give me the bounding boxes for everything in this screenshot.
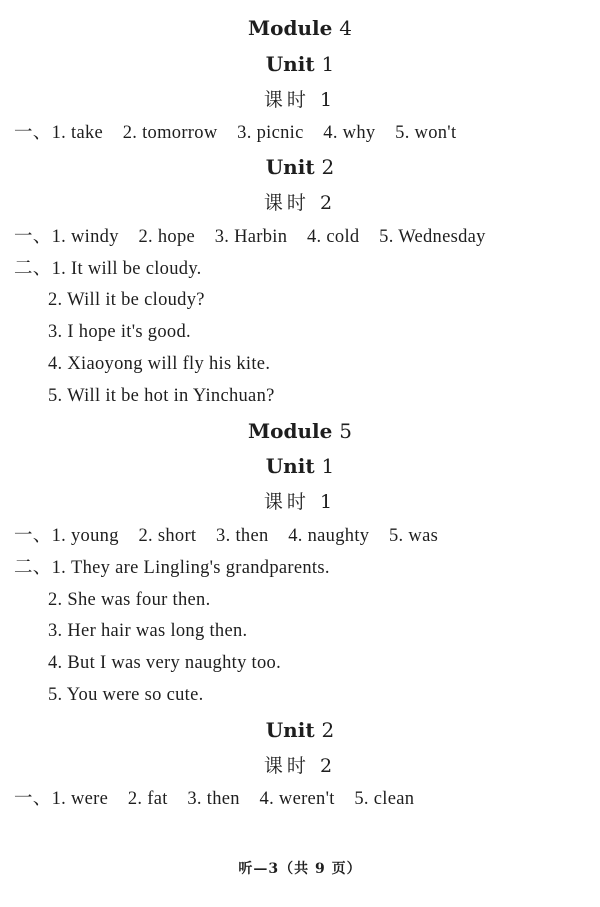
- answer-line: [14, 124, 456, 143]
- module-number: 4: [339, 16, 353, 40]
- part-marker: 一、: [14, 227, 52, 247]
- unit-heading: [0, 720, 600, 740]
- answer-line: 4. Xiaoyong will fly his kite.: [48, 354, 271, 374]
- lesson-heading: 课时 1: [263, 89, 337, 111]
- part-marker: 二、: [14, 259, 52, 279]
- part-marker: 一、: [14, 123, 52, 143]
- module-heading: [0, 421, 600, 441]
- unit-number: 1: [321, 454, 335, 478]
- module-heading: [0, 18, 600, 38]
- module-number: 5: [339, 419, 353, 443]
- module-label: Module: [247, 16, 333, 40]
- answer-line: [14, 790, 414, 809]
- unit-heading: [0, 54, 600, 74]
- answer-line: 3. I hope it's good.: [48, 322, 191, 342]
- answer-line: [14, 260, 202, 279]
- unit-number: 1: [321, 52, 335, 76]
- unit-heading: [0, 456, 600, 476]
- answer-line: 3. Her hair was long then.: [48, 621, 248, 641]
- answer-line: 2. She was four then.: [48, 590, 211, 610]
- unit-number: 2: [321, 155, 335, 179]
- unit-label: Unit: [265, 52, 315, 76]
- answer-text: 1. It will be cloudy.: [51, 259, 202, 279]
- unit-label: Unit: [265, 155, 315, 179]
- unit-label: Unit: [265, 454, 315, 478]
- part-marker: 一、: [14, 789, 52, 809]
- answer-line: [14, 559, 330, 578]
- answer-text: 1. They are Lingling's grandparents.: [51, 558, 330, 578]
- part-marker: 一、: [14, 526, 52, 546]
- module-label: Module: [247, 419, 333, 443]
- answer-text: 1. young 2. short 3. then 4. naughty 5. was: [51, 526, 439, 546]
- unit-heading: [0, 157, 600, 177]
- page-footer: 听—3（共 9 页）: [238, 861, 362, 877]
- answer-line: 5. Will it be hot in Yinchuan?: [48, 386, 275, 406]
- lesson-heading: 课时 2: [263, 755, 337, 777]
- unit-label: Unit: [265, 718, 315, 742]
- answer-line: 5. You were so cute.: [48, 685, 204, 705]
- answer-text: 1. take 2. tomorrow 3. picnic 4. why 5. won't: [51, 123, 457, 143]
- lesson-heading: 课时 1: [263, 491, 337, 513]
- lesson-heading: 课时 2: [263, 192, 337, 214]
- answer-line: 4. But I was very naughty too.: [48, 653, 282, 673]
- answer-text: 1. windy 2. hope 3. Harbin 4. cold 5. Wednesday: [51, 227, 486, 247]
- answer-line: [14, 228, 486, 247]
- part-marker: 二、: [14, 558, 52, 578]
- answer-line: [14, 527, 438, 546]
- answer-text: 1. were 2. fat 3. then 4. weren't 5. clean: [51, 789, 415, 809]
- answer-line: 2. Will it be cloudy?: [48, 290, 205, 310]
- unit-number: 2: [321, 718, 335, 742]
